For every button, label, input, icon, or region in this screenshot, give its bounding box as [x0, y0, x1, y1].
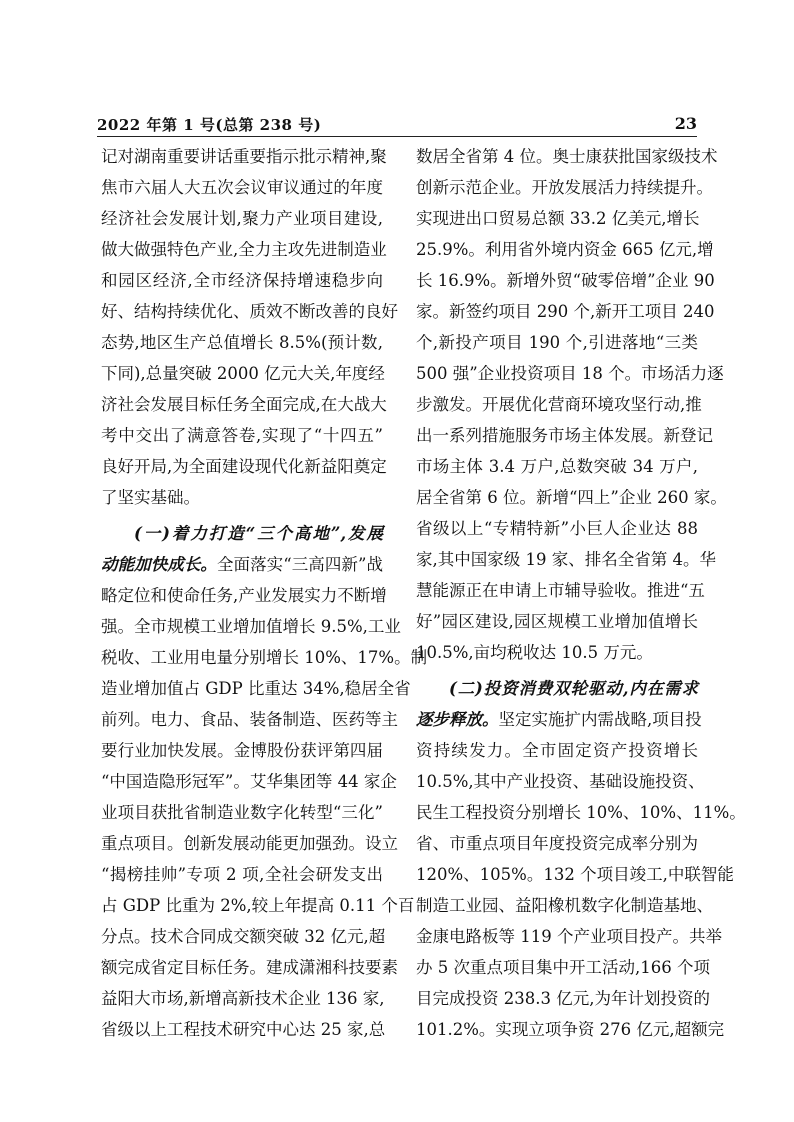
- text-line: 10.5%,其中产业投资、基础设施投资、: [416, 772, 705, 791]
- text-line: 10.5%,亩均税收达 10.5 万元。: [416, 643, 653, 662]
- section2-heading: (二)投资消费双轮驱动,内在需求: [449, 679, 698, 698]
- text-line: 省级以上工程技术研究中心达 25 家,总: [101, 1020, 386, 1039]
- right-column: [416, 141, 746, 1045]
- text-line: 占 GDP 比重为 2%,较上年提高 0.11 个百: [101, 896, 415, 915]
- text-line: 实现进出口贸易总额 33.2 亿美元,增长: [416, 209, 700, 228]
- text-line: 强。全市规模工业增加值增长 9.5%,工业: [101, 617, 401, 636]
- issue-label: 2022 年第 1 号(总第 238 号): [97, 116, 322, 134]
- text-line: 资持续发力。全市固定资产投资增长: [416, 741, 698, 760]
- text-line: 省、市重点项目年度投资完成率分别为: [416, 834, 698, 853]
- text-line: 税收、工业用电量分别增长 10%、17%。制: [101, 648, 428, 667]
- running-header: [97, 114, 697, 136]
- text-line: [101, 549, 383, 580]
- text-line: 个,新投产项目 190 个,引进落地“三类: [416, 333, 698, 352]
- text-line: 略定位和使命任务,产业发展实力不断增: [101, 586, 387, 605]
- text-line: 分点。技术合同成交额突破 32 亿元,超: [101, 927, 386, 946]
- text-line: 考中交出了满意答卷,实现了“十四五”: [101, 426, 383, 445]
- text-line: 创新示范企业。开放发展活力持续提升。: [416, 178, 713, 197]
- text-line: 经济社会发展计划,聚力产业项目建设,: [101, 209, 383, 228]
- text-line: 目完成投资 238.3 亿元,为年计划投资的: [416, 989, 710, 1008]
- text-line: 数居全省第 4 位。奥士康获批国家级技术: [416, 147, 718, 166]
- text-line: 101.2%。实现立项争资 276 亿元,超额完: [416, 1020, 725, 1039]
- text-line: 居全省第 6 位。新增“四上”企业 260 家。: [416, 488, 727, 507]
- header-rule: [97, 136, 697, 137]
- text-line: 家。新签约项目 290 个,新开工项目 240: [416, 302, 715, 321]
- text-line: “揭榜挂帅”专项 2 项,全社会研发支出: [101, 865, 383, 884]
- text-line: 造业增加值占 GDP 比重达 34%,稳居全省: [101, 679, 411, 698]
- text-line: 制造工业园、益阳橡机数字化制造基地、: [416, 896, 713, 915]
- text-line: 500 强”企业投资项目 18 个。市场活力逐: [416, 364, 724, 383]
- text-line: 良好开局,为全面建设现代化新益阳奠定: [101, 457, 387, 476]
- text-line: 办 5 次重点项目集中开工活动,166 个项: [416, 958, 710, 977]
- text-line: “中国造隐形冠军”。艾华集团等 44 家企: [101, 772, 397, 791]
- page-number: 23: [674, 114, 697, 133]
- text-line: [416, 704, 702, 735]
- text-line: 120%、105%。132 个项目竣工,中联智能: [416, 865, 734, 884]
- text-line: 焦市六届人大五次会议审议通过的年度: [101, 178, 383, 197]
- text-line: 省级以上“专精特新”小巨人企业达 88: [416, 519, 698, 538]
- text-line: 和园区经济,全市经济保持增速稳步向: [101, 271, 383, 290]
- section1-heading-cont: 动能加快成长。: [101, 555, 217, 574]
- text-line: 了坚实基础。: [101, 488, 200, 507]
- text-line: 态势,地区生产总值增长 8.5%(预计数,: [101, 333, 383, 352]
- section-heading-line: [101, 518, 383, 549]
- text-line: 金康电路板等 119 个产业项目投产。共举: [416, 927, 722, 946]
- section1-heading: (一)着力打造“三个高地”,发展: [134, 524, 383, 543]
- text-line: 做大做强特色产业,全力主攻先进制造业: [101, 240, 387, 259]
- section2-first-text: 坚定实施扩内需战略,项目投: [498, 710, 702, 729]
- section1-first-text: 全面落实“三高四新”战: [216, 555, 384, 574]
- text-line: 好、结构持续优化、质效不断改善的良好: [101, 302, 398, 321]
- text-line: 民生工程投资分别增长 10%、10%、11%。: [416, 803, 746, 822]
- text-line: 益阳大市场,新增高新技术企业 136 家,: [101, 989, 385, 1008]
- text-line: 业项目获批省制造业数字化转型“三化”: [101, 803, 383, 822]
- text-line: 慧能源正在申请上市辅导验收。推进“五: [416, 581, 705, 600]
- text-line: 济社会发展目标任务全面完成,在大战大: [101, 395, 387, 414]
- text-line: 长 16.9%。新增外贸“破零倍增”企业 90: [416, 271, 715, 290]
- left-column: [101, 141, 428, 1045]
- text-line: 下同),总量突破 2000 亿元大关,年度经: [101, 364, 385, 383]
- text-line: 好”园区建设,园区规模工业增加值增长: [416, 612, 698, 631]
- text-line: 出一系列措施服务市场主体发展。新登记: [416, 426, 713, 445]
- section2-heading-cont: 逐步释放。: [416, 710, 499, 729]
- text-line: 重点项目。创新发展动能更加强劲。设立: [101, 834, 398, 853]
- text-line: 记对湖南重要讲话重要指示批示精神,聚: [101, 147, 387, 166]
- text-line: 25.9%。利用省外境内资金 665 亿元,增: [416, 240, 714, 259]
- text-line: 市场主体 3.4 万户,总数突破 34 万户,: [416, 457, 698, 476]
- text-line: 前列。电力、食品、装备制造、医药等主: [101, 710, 398, 729]
- section-heading-line: [416, 673, 698, 704]
- text-line: 步激发。开展优化营商环境攻坚行动,推: [416, 395, 702, 414]
- text-line: 额完成省定目标任务。建成潇湘科技要素: [101, 958, 398, 977]
- text-line: 家,其中国家级 19 家、排名全省第 4。华: [416, 550, 716, 569]
- text-line: 要行业加快发展。金博股份获评第四届: [101, 741, 383, 760]
